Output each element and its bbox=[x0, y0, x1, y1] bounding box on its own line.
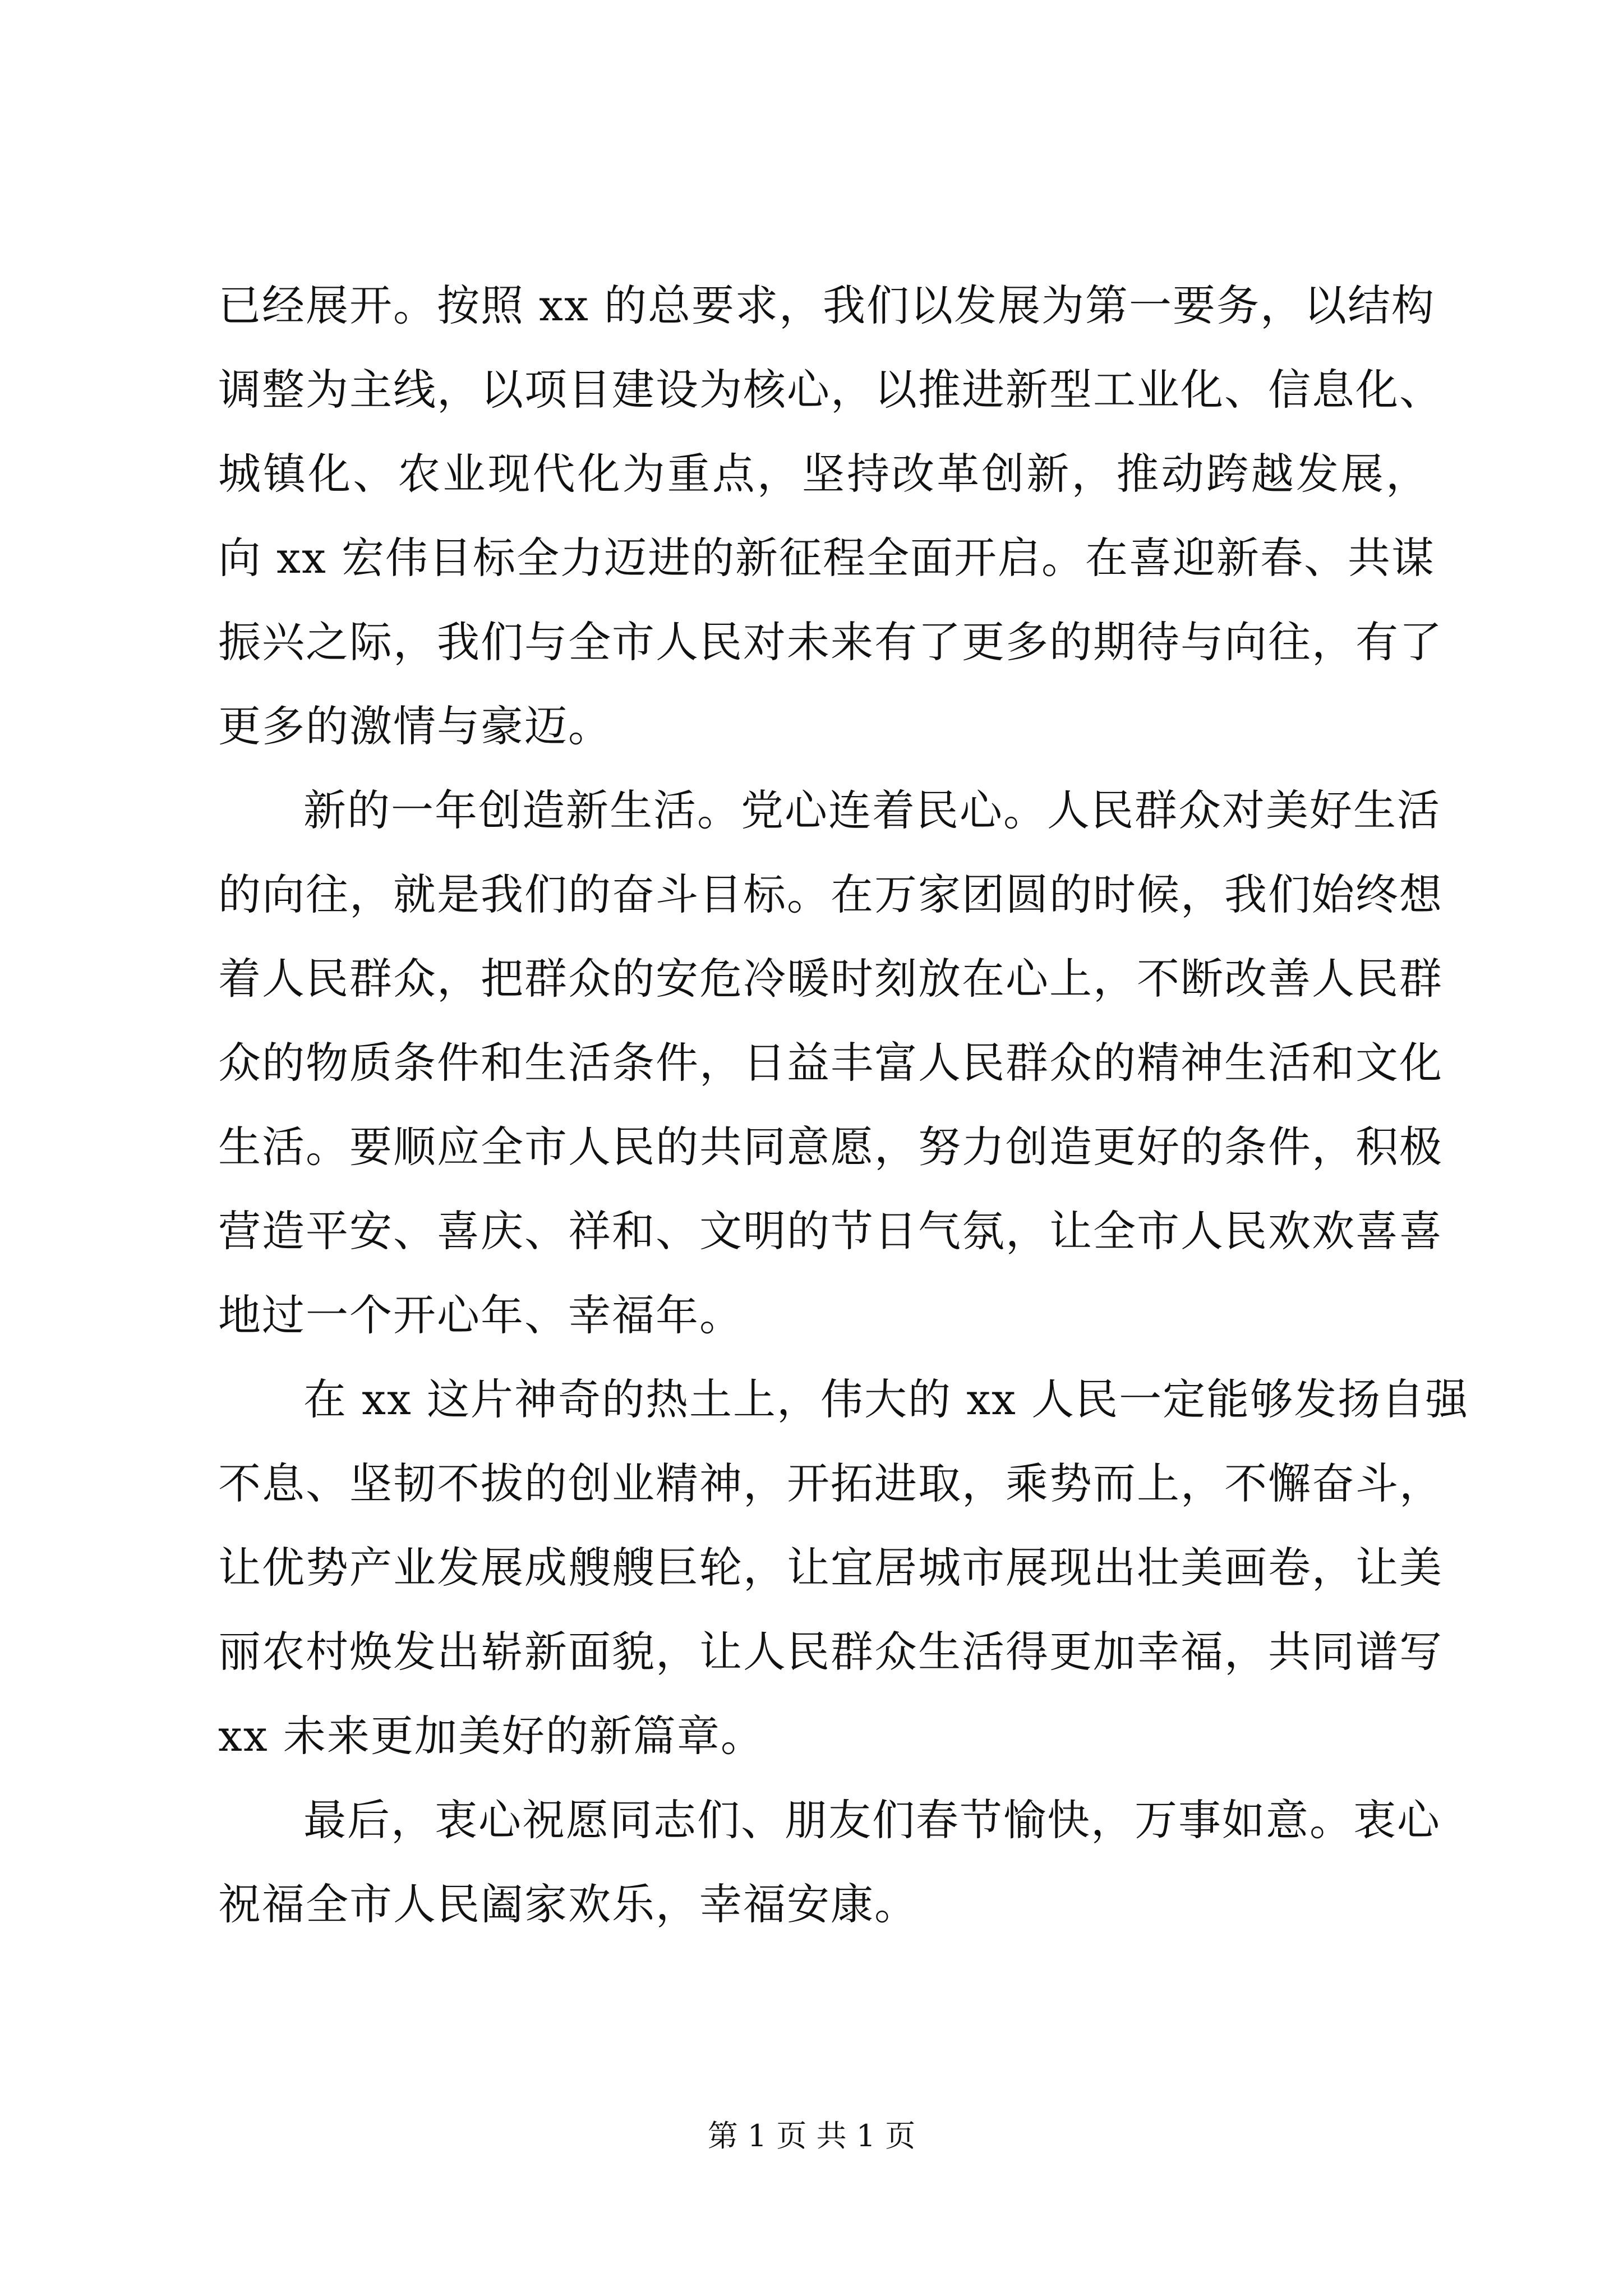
text-line: 的向往，就是我们的奋斗目标。在万家团圆的时候，我们始终想 bbox=[218, 869, 1443, 919]
text-line: 丽农村焕发出崭新面貌，让人民群众生活得更加幸福，共同谱写 bbox=[218, 1627, 1443, 1677]
text-line: 在 xx 这片神奇的热土上，伟大的 xx 人民一定能够发扬自强 bbox=[303, 1374, 1469, 1424]
text-line: 更多的激情与豪迈。 bbox=[218, 701, 612, 751]
text-line: 众的物质条件和生活条件，日益丰富人民群众的精神生活和文化 bbox=[218, 1038, 1443, 1088]
text-line: 地过一个开心年、幸福年。 bbox=[218, 1290, 743, 1340]
body-text bbox=[218, 264, 1469, 1947]
text-line: 向 xx 宏伟目标全力迈进的新征程全面开启。在喜迎新春、共谋 bbox=[218, 533, 1436, 583]
text-line: 城镇化、农业现代化为重点，坚持改革创新，推动跨越发展， bbox=[218, 449, 1430, 499]
text-line: 最后，衷心祝愿同志们、朋友们春节愉快，万事如意。衷心 bbox=[303, 1795, 1441, 1845]
text-line: 调整为主线，以项目建设为核心，以推进新型工业化、信息化、 bbox=[218, 365, 1443, 415]
paragraph-2 bbox=[218, 769, 1443, 1358]
text-line: 着人民群众，把群众的安危冷暖时刻放在心上，不断改善人民群 bbox=[218, 954, 1443, 1004]
paragraph-4 bbox=[218, 1778, 1441, 1947]
text-line: 让优势产业发展成艘艘巨轮，让宜居城市展现出壮美画卷，让美 bbox=[218, 1543, 1443, 1593]
text-line: 已经展开。按照 xx 的总要求，我们以发展为第一要务，以结构 bbox=[218, 280, 1436, 330]
text-line: 祝福全市人民阖家欢乐，幸福安康。 bbox=[218, 1879, 918, 1929]
text-line: 不息、坚韧不拔的创业精神，开拓进取，乘势而上，不懈奋斗， bbox=[218, 1458, 1443, 1508]
paragraph-1 bbox=[218, 264, 1443, 769]
text-line: 振兴之际，我们与全市人民对未来有了更多的期待与向往，有了 bbox=[218, 617, 1443, 667]
text-line: 新的一年创造新生活。党心连着民心。人民群众对美好生活 bbox=[303, 785, 1441, 835]
page-footer: 第 1 页 共 1 页 bbox=[707, 2118, 916, 2154]
text-line: 营造平安、喜庆、祥和、文明的节日气氛，让全市人民欢欢喜喜 bbox=[218, 1206, 1443, 1256]
text-line: xx 未来更加美好的新篇章。 bbox=[218, 1711, 764, 1761]
paragraph-3 bbox=[218, 1358, 1469, 1778]
text-line: 生活。要顺应全市人民的共同意愿，努力创造更好的条件，积极 bbox=[218, 1122, 1443, 1172]
